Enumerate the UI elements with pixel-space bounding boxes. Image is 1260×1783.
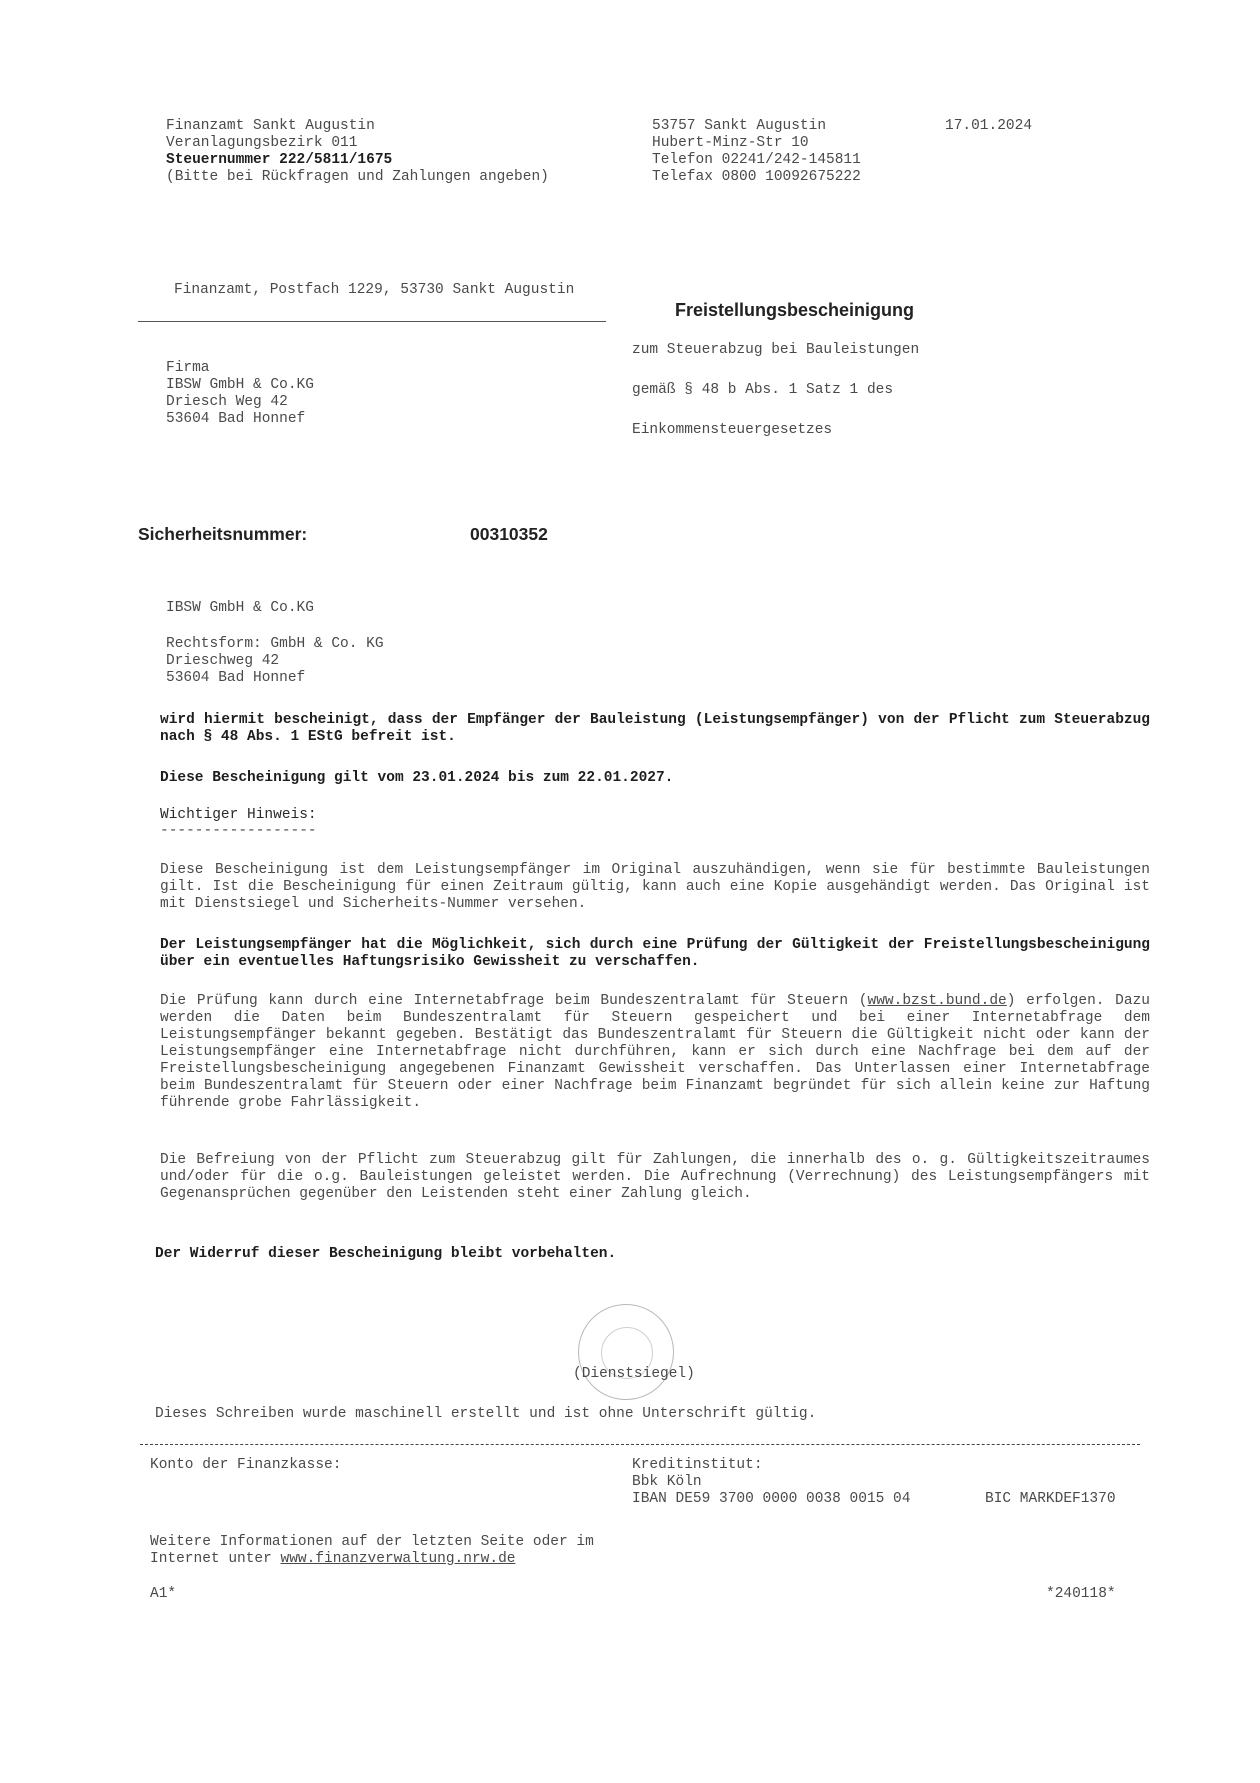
more-info-line: Weitere Informationen auf der letzten Seite oder im <box>150 1534 594 1550</box>
address-line: Driesch Weg 42 <box>166 394 288 410</box>
form-code-right: *240118* <box>1046 1586 1116 1602</box>
subtitle-line-1: zum Steuerabzug bei Bauleistungen <box>632 342 920 358</box>
office-city: 53757 Sankt Augustin <box>652 118 827 134</box>
official-seal-stamp <box>578 1304 674 1400</box>
office-phone: Telefon 02241/242-145811 <box>652 152 861 168</box>
bank-title: Kreditinstitut: <box>632 1457 763 1473</box>
more-info-prefix: Internet unter <box>150 1551 281 1567</box>
revocation-notice: Der Widerruf dieser Bescheinigung bleibt vorbehalten. <box>155 1246 617 1262</box>
machine-generated-note: Dieses Schreiben wurde maschinell erstellt und ist ohne Unterschrift gültig. <box>155 1406 817 1422</box>
internet-check-text: Die Prüfung kann durch eine Internetabfrage beim Bundeszentralamt für Steuern ( <box>160 993 868 1009</box>
tax-office-contact <box>652 118 952 186</box>
letter-date: 17.01.2024 <box>945 118 1033 134</box>
bank-iban: IBAN DE59 3700 0000 0038 0015 04 <box>632 1491 911 1507</box>
recipient-details <box>166 636 384 687</box>
recipient-legal-form: Rechtsform: GmbH & Co. KG <box>166 636 384 652</box>
recipient-name: IBSW GmbH & Co.KG <box>166 600 314 616</box>
office-fax: Telefax 0800 10092675222 <box>652 169 861 185</box>
reference-note: (Bitte bei Rückfragen und Zahlungen angeben) <box>166 169 549 185</box>
seal-label: (Dienstsiegel) <box>573 1366 695 1382</box>
validity-period: Diese Bescheinigung gilt vom 23.01.2024 bis zum 22.01.2027. <box>160 770 674 786</box>
bank-bic: BIC MARKDEF1370 <box>985 1491 1116 1507</box>
important-note-heading: Wichtiger Hinweis: <box>160 807 317 823</box>
tax-office-header <box>166 118 636 186</box>
verification-paragraph: Der Leistungsempfänger hat die Möglichkeit, sich durch eine Prüfung der Gültigkeit der Freistellungsbescheinigung über ein eventuelles Haftungsrisiko Gewissheit zu verschaffen. <box>160 937 1150 970</box>
recipient-street: Drieschweg 42 <box>166 653 280 669</box>
document-title: Freistellungsbescheinigung <box>675 300 915 320</box>
footer-divider <box>140 1444 1140 1445</box>
address-line: Firma <box>166 360 210 376</box>
bzst-link[interactable]: www.bzst.bund.de <box>867 993 1007 1009</box>
address-block <box>166 360 314 428</box>
subtitle-line-2: gemäß § 48 b Abs. 1 Satz 1 des <box>632 382 894 398</box>
form-code-left: A1* <box>150 1586 177 1602</box>
tax-office-name: Finanzamt Sankt Augustin <box>166 118 375 134</box>
office-street: Hubert-Minz-Str 10 <box>652 135 809 151</box>
more-info-internet <box>150 1551 594 1568</box>
original-copy-paragraph: Diese Bescheinigung ist dem Leistungsempfänger im Original auszuhändigen, wenn sie für bestimmte Bauleistungen gilt. Ist die Bescheinigung für einen Zeitraum gültig, kann auch eine Kopie ausgehändigt werden. Das Original ist mit Dienstsiegel und Sicherheits-Nummer versehen. <box>160 862 1150 912</box>
internet-check-text-cont: ) erfolgen. Dazu werden die Daten beim Bundeszentralamt für Steuern gespeichert und bei einer Internetabfrage dem Leistungsempfänger bekannt gegeben. Bestätigt das Bundeszentralamt für Steuern die Gültigkeit nicht oder kann der Leistungsempfänger eine Internetabfrage nicht durchführen, kann er sich durch eine Nachfrage bei dem auf der Freistellungsbescheinigung angegebenen Finanzamt Gewissheit verschaffen. Das Unterlassen einer Internetabfrage beim Bundeszentralamt für Steuern oder einer Nachfrage beim Finanzamt begründet für sich allein keine zur Haftung führende grobe Fahrlässigkeit. <box>160 993 1150 1111</box>
security-number-value: 00310352 <box>470 524 548 544</box>
tax-office-account-title: Konto der Finanzkasse: <box>150 1457 342 1473</box>
finanzverwaltung-link[interactable]: www.finanzverwaltung.nrw.de <box>280 1551 516 1567</box>
bank-details <box>632 1457 763 1491</box>
sender-divider <box>138 321 606 322</box>
security-number-label: Sicherheitsnummer: <box>138 524 308 544</box>
recipient-city: 53604 Bad Honnef <box>166 670 306 686</box>
internet-check-paragraph <box>160 993 1150 1112</box>
bank-name: Bbk Köln <box>632 1474 702 1490</box>
sender-return-line: Finanzamt, Postfach 1229, 53730 Sankt Augustin <box>174 282 575 298</box>
exemption-statement: wird hiermit bescheinigt, dass der Empfänger der Bauleistung (Leistungsempfänger) von der Pflicht zum Steuerabzug nach § 48 Abs. 1 EStG befreit ist. <box>160 712 1150 745</box>
important-note-underline: ------------------ <box>160 823 317 839</box>
assessment-district: Veranlagungsbezirk 011 <box>166 135 358 151</box>
address-line: IBSW GmbH & Co.KG <box>166 377 314 393</box>
more-info <box>150 1534 594 1568</box>
payment-exemption-paragraph: Die Befreiung von der Pflicht zum Steuerabzug gilt für Zahlungen, die innerhalb des o. g. Gültigkeitszeitraumes und/oder für die o.g. Bauleistungen geleistet werden. Die Aufrechnung (Verrechnung) des Leistungsempfängers mit Gegenansprüchen gegenüber den Leistenden steht einer Zahlung gleich. <box>160 1152 1150 1202</box>
subtitle-line-3: Einkommensteuergesetzes <box>632 422 833 438</box>
tax-number: Steuernummer 222/5811/1675 <box>166 152 393 168</box>
address-line: 53604 Bad Honnef <box>166 411 306 427</box>
document-subtitle <box>632 342 919 439</box>
